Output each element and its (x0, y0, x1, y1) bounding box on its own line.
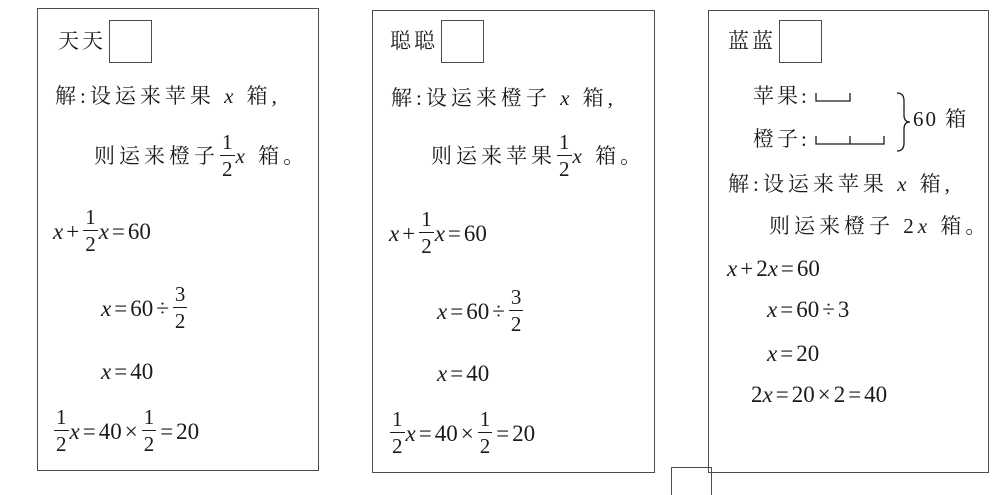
fraction-denominator: 2 (222, 157, 233, 181)
fraction-numerator: 1 (479, 407, 491, 431)
text-run: 箱, (910, 171, 954, 196)
operator: + (740, 255, 754, 281)
operator: = (450, 360, 464, 386)
fraction (390, 409, 405, 457)
student-name: 蓝蓝 (728, 28, 776, 53)
variable: x (389, 220, 400, 246)
answer-box (109, 20, 152, 63)
operator: + (66, 218, 80, 244)
solution-line-4 (101, 282, 188, 334)
variable: x (235, 143, 249, 168)
solution-line-2 (431, 130, 645, 182)
brace (897, 93, 910, 151)
text-run: 则运来橙子 (769, 213, 904, 238)
segment-diagram (709, 11, 987, 171)
text-run: 20 (176, 418, 200, 444)
text-run: 则运来苹果 (431, 143, 556, 168)
orange-segment (816, 136, 884, 144)
text-run: 2 (756, 255, 768, 281)
operator: × (124, 418, 138, 444)
variable: x (897, 171, 911, 196)
fraction-denominator: 2 (392, 434, 403, 458)
fraction (419, 209, 434, 257)
text-run: 箱。 (585, 143, 646, 168)
operator: = (780, 340, 794, 366)
operator: = (160, 418, 174, 444)
fraction-denominator: 2 (85, 232, 96, 256)
operator: = (111, 218, 125, 244)
text-run: 60 (463, 220, 487, 246)
variable: x (762, 381, 773, 407)
text-run: 20 (512, 420, 536, 446)
operator: × (817, 381, 831, 407)
fraction-numerator: 3 (174, 282, 186, 306)
solution-line-4 (437, 285, 524, 337)
variable: x (727, 255, 738, 281)
fraction-numerator: 1 (559, 130, 570, 154)
operator: = (496, 420, 510, 446)
solution-line-3 (389, 207, 487, 259)
fraction (557, 132, 572, 180)
fraction-denominator: 2 (143, 432, 155, 456)
student-name: 天天 (58, 28, 106, 53)
student-name: 聪聪 (390, 28, 438, 53)
answer-box (441, 20, 484, 63)
variable: x (434, 220, 445, 246)
fraction (83, 207, 98, 255)
fraction-numerator: 1 (392, 407, 403, 431)
fraction (478, 409, 493, 457)
fraction-denominator: 2 (510, 312, 522, 336)
text-run: 箱, (237, 83, 281, 108)
fraction (220, 132, 235, 180)
variable: x (437, 360, 448, 386)
solution-line-6 (389, 407, 535, 459)
card-header (390, 15, 484, 67)
text-run: 20 (791, 381, 815, 407)
solution-card-congcong (372, 10, 655, 473)
solution-card-tiantian (37, 8, 319, 471)
operator: ÷ (492, 298, 505, 324)
fraction-denominator: 2 (479, 434, 491, 458)
fraction-denominator: 2 (421, 234, 432, 258)
text-run: 2 (751, 381, 763, 407)
text-run: 解:设运来苹果 (55, 83, 225, 108)
variable: x (767, 340, 778, 366)
fraction-numerator: 1 (421, 207, 432, 231)
solution-line-1 (391, 72, 617, 124)
variable: x (53, 218, 64, 244)
operator: = (114, 295, 128, 321)
text-run: 40 (434, 420, 458, 446)
variable: x (767, 255, 778, 281)
text-run: 2 (833, 381, 846, 407)
operator: + (402, 220, 416, 246)
solution-line-6 (53, 405, 199, 457)
variable: x (405, 420, 416, 446)
solution-line-5 (437, 347, 489, 399)
text-run: 解:设运来橙子 (391, 85, 561, 110)
text-run: 箱。 (248, 143, 309, 168)
variable: x (437, 298, 448, 324)
orange-label: 橙子: (753, 127, 810, 151)
operator: = (775, 381, 789, 407)
fraction-numerator: 3 (510, 285, 522, 309)
solution-line-5 (101, 345, 153, 397)
operator: ÷ (822, 296, 835, 322)
variable: x (101, 295, 112, 321)
fraction (54, 407, 69, 455)
variable: x (917, 213, 932, 238)
text-run: 40 (130, 358, 154, 384)
operator: = (848, 381, 862, 407)
text-run: 2 (903, 213, 918, 238)
operator: = (450, 298, 464, 324)
text-run: 60 (130, 295, 154, 321)
variable: x (224, 83, 238, 108)
text-run: 60 (127, 218, 151, 244)
text-run: 60 (796, 296, 820, 322)
solution-line-6 (751, 368, 887, 420)
variable: x (560, 85, 574, 110)
operator: = (82, 418, 96, 444)
fraction-numerator: 1 (56, 405, 67, 429)
apple-segment (816, 93, 850, 101)
operator: × (460, 420, 474, 446)
operator: = (447, 220, 461, 246)
operator: = (114, 358, 128, 384)
text-run: 40 (864, 381, 888, 407)
answer-box (671, 467, 712, 495)
variable: x (98, 218, 109, 244)
text-run: 箱, (573, 85, 617, 110)
fraction-denominator: 2 (174, 309, 186, 333)
text-run: 40 (466, 360, 490, 386)
card-header (58, 15, 152, 67)
total-label: 60 箱 (913, 107, 969, 131)
fraction-numerator: 1 (222, 130, 233, 154)
operator: = (780, 296, 794, 322)
operator: = (780, 255, 794, 281)
fraction (509, 287, 524, 335)
text-run: 60 (796, 255, 820, 281)
text-run: 20 (796, 340, 820, 366)
fraction-denominator: 2 (56, 432, 67, 456)
solution-line-1 (55, 70, 281, 122)
text-run: 60 (466, 298, 490, 324)
text-run: 则运来橙子 (94, 143, 219, 168)
variable: x (101, 358, 112, 384)
operator: = (418, 420, 432, 446)
fraction-numerator: 1 (85, 205, 96, 229)
text-run: 解:设运来苹果 (728, 171, 898, 196)
fraction (173, 284, 188, 332)
variable: x (767, 296, 778, 322)
text-run: 箱。 (931, 213, 991, 238)
text-run: 3 (837, 296, 850, 322)
fraction-denominator: 2 (559, 157, 570, 181)
variable: x (572, 143, 586, 168)
solution-line-3 (53, 205, 151, 257)
solution-line-2 (94, 130, 308, 182)
solution-card-lanlan (708, 10, 989, 473)
variable: x (69, 418, 80, 444)
text-run: 40 (98, 418, 122, 444)
apple-label: 苹果: (753, 84, 810, 108)
fraction (142, 407, 157, 455)
operator: ÷ (156, 295, 169, 321)
fraction-numerator: 1 (143, 405, 155, 429)
